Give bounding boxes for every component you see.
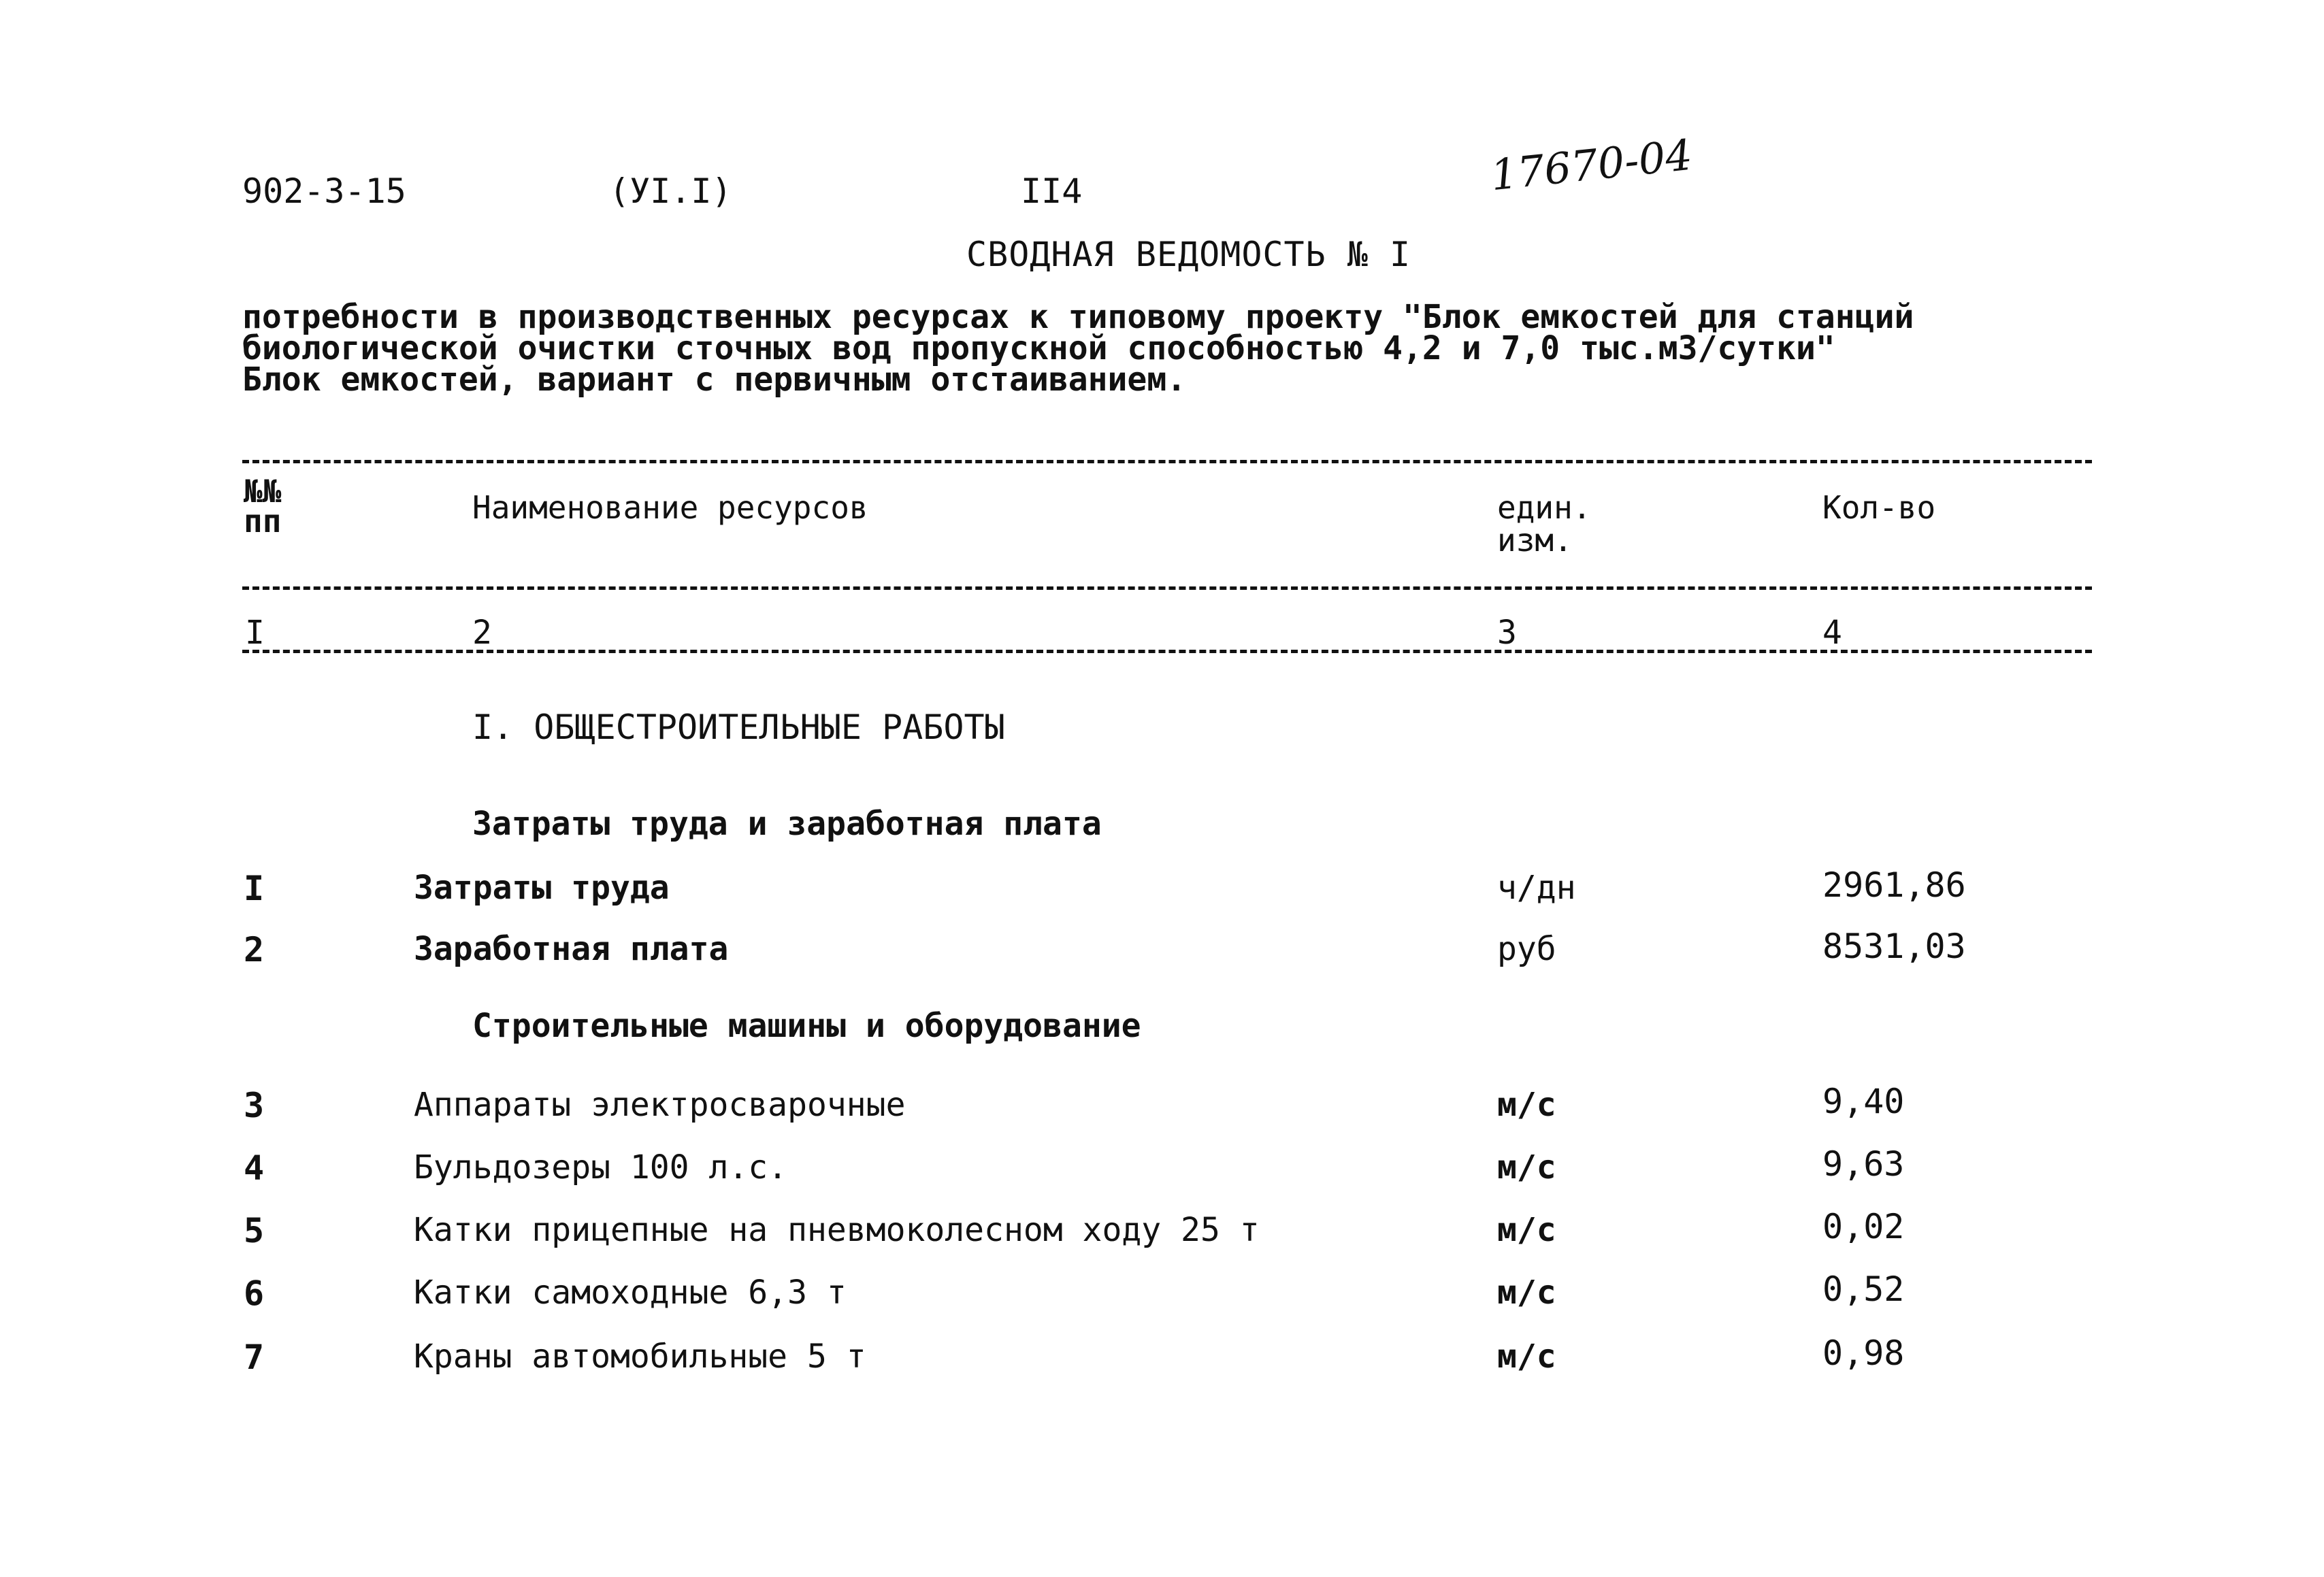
row-number: I (244, 869, 265, 908)
unit-of-measure: м/с (1497, 1338, 1556, 1376)
intro-line: биологической очистки сточных вод пропускной способностью 4,2 и 7,0 тыс.м3/сутки" (242, 329, 1835, 367)
row-number: 4 (244, 1148, 265, 1188)
intro-paragraph (242, 298, 1914, 399)
column-number: 3 (1497, 614, 1517, 652)
section-title: I. ОБЩЕСТРОИТЕЛЬНЫЕ РАБОТЫ (472, 708, 1005, 747)
column-number: I (245, 614, 265, 652)
column-number: 2 (472, 614, 492, 652)
quantity: 0,02 (1822, 1207, 1905, 1246)
quantity: 0,52 (1822, 1269, 1905, 1309)
project-code: 902-3-15 (242, 171, 406, 211)
row-number: 5 (244, 1211, 265, 1250)
quantity: 9,63 (1822, 1144, 1905, 1184)
quantity: 8531,03 (1822, 927, 1966, 966)
inventory-number: 17670-04 (1488, 129, 1695, 201)
column-header-name: Наименование ресурсов (472, 489, 868, 526)
intro-line: Блок емкостей, вариант с первичным отстаиванием. (242, 361, 1187, 399)
table-top-rule (242, 460, 2092, 463)
resource-name: Затраты труда (414, 869, 670, 907)
row-number: 3 (244, 1086, 265, 1125)
unit-of-measure: м/с (1497, 1148, 1556, 1186)
group-title: Строительные машины и оборудование (472, 1007, 1141, 1045)
resource-name: Катки прицепные на пневмоколесном ходу 25 т (414, 1211, 1260, 1249)
column-header-num: №№ пп (244, 473, 282, 540)
column-number: 4 (1822, 614, 1842, 652)
document-title: СВОДНАЯ ВЕДОМОСТЬ № I (966, 235, 1411, 274)
group-title: Затраты труда и заработная плата (472, 805, 1102, 843)
unit-of-measure: ч/дн (1497, 869, 1576, 907)
column-header-qty: Кол-во (1822, 489, 1936, 526)
quantity: 9,40 (1822, 1082, 1905, 1121)
unit-of-measure: м/с (1497, 1086, 1556, 1124)
resource-name: Краны автомобильные 5 т (414, 1338, 866, 1376)
quantity: 2961,86 (1822, 865, 1966, 905)
row-number: 6 (244, 1274, 265, 1313)
row-number: 2 (244, 930, 265, 969)
resource-name: Катки самоходные 6,3 т (414, 1274, 847, 1312)
resource-name: Заработная плата (414, 930, 729, 968)
table-columns-rule (242, 650, 2092, 653)
resource-name: Бульдозеры 100 л.с. (414, 1148, 788, 1186)
unit-of-measure: м/с (1497, 1274, 1556, 1312)
column-header-unit: един. изм. (1497, 489, 1592, 559)
page-number: II4 (1021, 171, 1083, 211)
table-header-rule (242, 586, 2092, 590)
row-number: 7 (244, 1338, 265, 1377)
resource-name: Аппараты электросварочные (414, 1086, 906, 1124)
unit-of-measure: м/с (1497, 1211, 1556, 1249)
album-number: (УI.I) (609, 171, 732, 211)
intro-line: потребности в производственных ресурсах к типовому проекту "Блок емкостей для станций (242, 298, 1914, 336)
unit-of-measure: руб (1497, 930, 1556, 968)
quantity: 0,98 (1822, 1333, 1905, 1373)
